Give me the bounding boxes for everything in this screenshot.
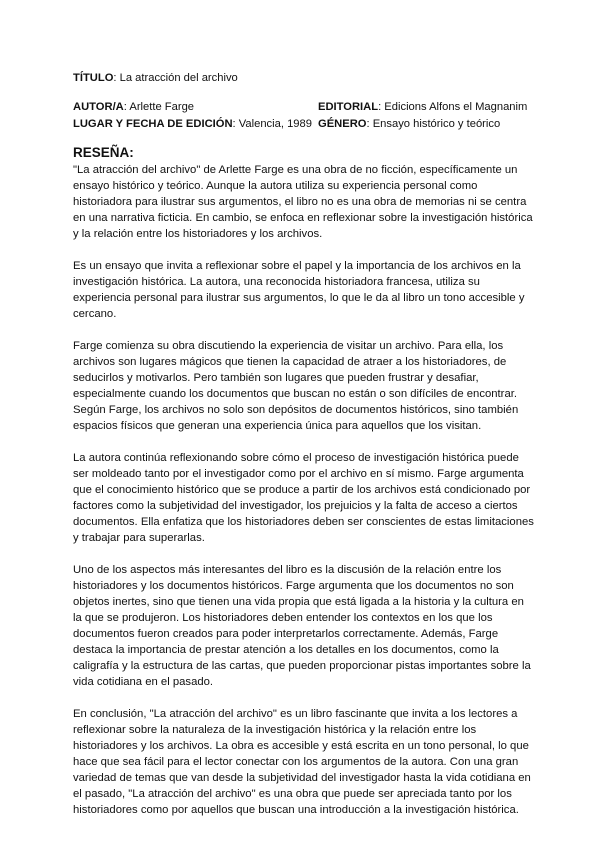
editorial-label: EDITORIAL bbox=[318, 101, 379, 113]
title-line bbox=[73, 71, 238, 85]
genero-value: : Ensayo histórico y teórico bbox=[366, 118, 501, 130]
author-line bbox=[73, 100, 194, 114]
place-date-line bbox=[73, 117, 312, 131]
titulo-value: : La atracción del archivo bbox=[113, 72, 238, 84]
review-paragraph: La autora continúa reflexionando sobre cómo el proceso de investigación histórica puede ser moldeado tanto por el investigador como por el archivo en sí mismo. Farge argumenta que el conocimiento histórico que se produce a partir de los archivos está condicionado por factores como la subjetividad del investigador, los prejuicios y la falta de acceso a ciertos documentos. Ella enfatiza que los historiadores deben ser conscientes de estas limitaciones y trabajar para superarlas. bbox=[73, 452, 534, 544]
editorial-line bbox=[318, 100, 527, 114]
genre-line bbox=[318, 117, 500, 131]
genero-label: GÉNERO bbox=[318, 118, 367, 130]
review-body bbox=[73, 162, 535, 834]
lugar-label: LUGAR Y FECHA DE EDICIÓN bbox=[73, 118, 233, 130]
review-paragraph: "La atracción del archivo" de Arlette Farge es una obra de no ficción, específicamente un ensayo histórico y teórico. Aunque la autora utiliza su experiencia personal como historiadora para ilustrar sus argumentos, el libro no es una obra de memorias ni se centra en una narrativa ficticia. En cambio, se enfoca en reflexionar sobre la investigación histórica y la relación entre los historiadores y los archivos. bbox=[73, 164, 533, 240]
titulo-label: TÍTULO bbox=[73, 72, 114, 84]
review-heading: RESEÑA: bbox=[73, 145, 134, 160]
review-paragraph: Farge comienza su obra discutiendo la experiencia de visitar un archivo. Para ella, los archivos son lugares mágicos que tienen la capacidad de atraer a los historiadores, de seducirlos y motivarlos. Pero también son lugares que pueden frustrar y desafiar, especialmente cuando los documentos que buscan no están o son difíciles de encontrar. Según Farge, los archivos no solo son depósitos de documentos históricos, sino también espacios físicos que generan una experiencia única para aquellos que los visitan. bbox=[73, 340, 519, 432]
review-paragraph: Uno de los aspectos más interesantes del libro es la discusión de la relación entre los historiadores y los documentos históricos. Farge argumenta que los documentos no son objetos inertes, sino que tienen una vida propia que está ligada a la historia y la cultura en la que se produjeron. Los historiadores deben entender los contextos en los que los documentos fueron creados para poder interpretarlos correctamente. Además, Farge destaca la importancia de prestar atención a los detalles en los documentos, como la caligrafía y la estructura de las cartas, que pueden proporcionar pistas importantes sobre la vida cotidiana en el pasado. bbox=[73, 564, 531, 688]
autor-value: : Arlette Farge bbox=[123, 101, 195, 113]
editorial-value: : Edicions Alfons el Magnanim bbox=[378, 101, 528, 113]
lugar-value: : Valencia, 1989 bbox=[232, 118, 312, 130]
autor-label: AUTOR/A bbox=[73, 101, 124, 113]
review-paragraph: Es un ensayo que invita a reflexionar sobre el papel y la importancia de los archivos en la investigación histórica. La autora, una reconocida historiadora francesa, utiliza su experiencia personal para ilustrar sus argumentos, lo que le da al libro un tono accesible y cercano. bbox=[73, 260, 525, 320]
review-paragraph: En conclusión, "La atracción del archivo" es un libro fascinante que invita a los lectores a reflexionar sobre la naturaleza de la investigación histórica y la relación entre los historiadores y los archivos. La obra es accesible y está escrita en un tono personal, lo que hace que sea fácil para el lector conectar con los argumentos de la autora. Con una gran variedad de temas que van desde la subjetividad del investigador hasta la vida cotidiana en el pasado, "La atracción del archivo" es una obra que puede ser apreciada tanto por los historiadores como por aquellos que buscan una introducción a la investigación histórica. bbox=[73, 708, 531, 816]
